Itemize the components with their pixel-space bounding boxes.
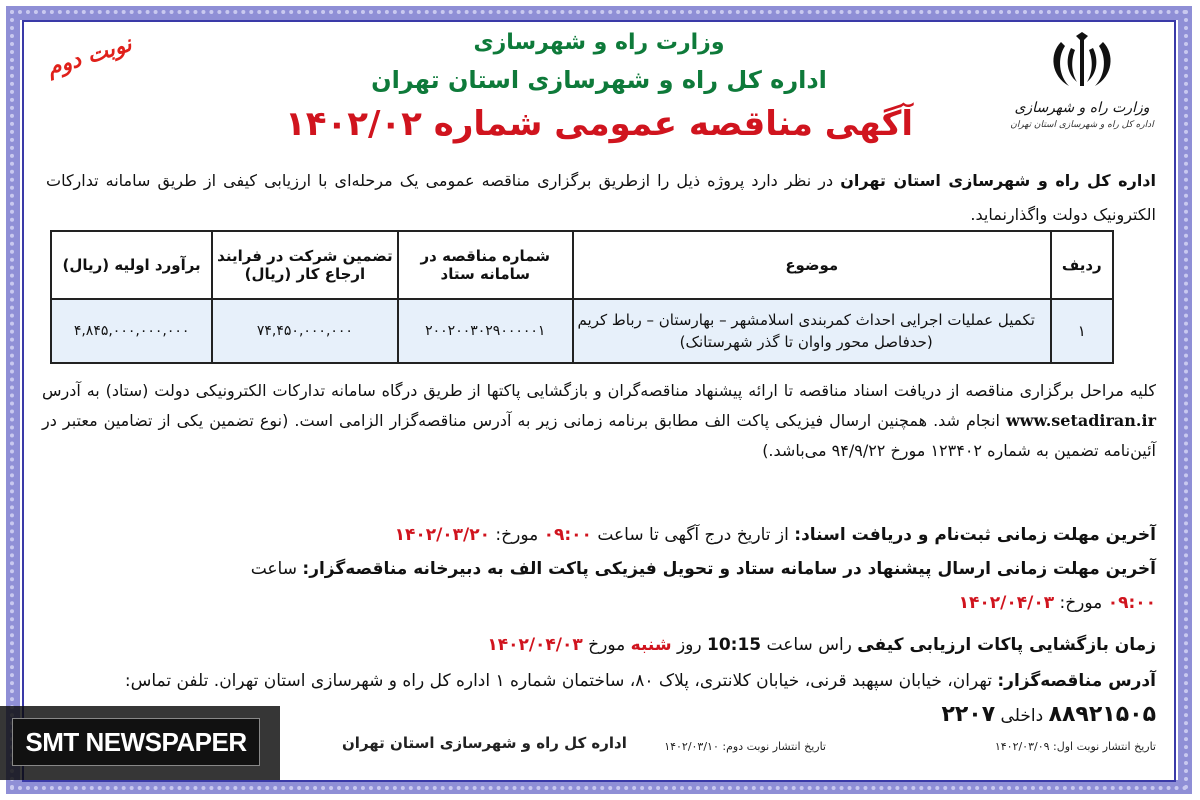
cell-subject: تکمیل عملیات اجرایی احداث کمربندی اسلامشهر – بهارستان – رباط کریم (حدفاصل محور واوان تا گذر شهرستانک): [573, 299, 1051, 363]
tender-notice: [26, 24, 1172, 778]
office-signature-footer: اداره کل راه و شهرسازی استان تهران: [342, 734, 627, 752]
submission-date-label: مورخ:: [1054, 593, 1108, 613]
procedure-part1: کلیه مراحل برگزاری مناقصه از دریافت اسناد مناقصه تا ارائه پیشنهاد مناقصه‌گران و بازگشایی پاکتها از طریق درگاه سامانه تدارکات الکترونیکی دولت (ستاد) به آدرس: [42, 381, 1156, 400]
submission-label: آخرین مهلت زمانی ارسال پیشنهاد در سامانه ستاد و تحویل فیزیکی پاکت الف به دبیرخانه مناقصه‌گزار:: [302, 559, 1156, 579]
header-subject: موضوع: [573, 231, 1051, 299]
address-label: آدرس مناقصه‌گزار:: [997, 671, 1156, 691]
opening-time: [42, 630, 1156, 660]
newspaper-watermark: [0, 706, 280, 780]
first-pub-date: ۱۴۰۲/۰۳/۰۹: [994, 740, 1050, 753]
header-tender-number: شماره مناقصه در سامانه ستاد: [398, 231, 573, 299]
opening-text3: مورخ: [582, 635, 631, 655]
submission-hour-label: ساعت: [250, 559, 303, 579]
phone-number: ۸۸۹۲۱۵۰۵: [1048, 702, 1156, 727]
notice-title: آگهی مناقصه عمومی شماره ۱۴۰۲/۰۲: [284, 104, 914, 144]
second-pub-date: ۱۴۰۲/۰۳/۱۰: [664, 740, 719, 753]
first-pub-label: تاریخ انتشار نوبت اول:: [1049, 740, 1156, 753]
tender-table: [50, 230, 1114, 364]
intro-rest: در نظر دارد پروژه ذیل را ازطریق برگزاری مناقصه عمومی یک مرحله‌ای با ارزیابی کیفی از طریق سامانه تدارکات الکترونیک دولت واگذارنماید.: [46, 171, 1156, 224]
opening-label: زمان بازگشایی پاکات ارزیابی کیفی: [857, 635, 1156, 655]
office-signature: اداره کل راه و شهرسازی استان تهران: [1010, 120, 1154, 130]
ministry-heading: وزارت راه و شهرسازی: [473, 30, 725, 55]
registration-date: ۱۴۰۲/۰۳/۲۰: [394, 525, 491, 545]
opening-text2: روز: [671, 635, 707, 655]
cell-row-number: ۱: [1051, 299, 1113, 363]
submission-deadline-cont: [42, 588, 1156, 618]
header-guarantee: تضمین شرکت در فرایند ارجاع کار (ریال): [212, 231, 397, 299]
second-pub-label: تاریخ انتشار نوبت دوم:: [718, 740, 826, 753]
opening-text1: راس ساعت: [761, 635, 858, 655]
opening-day: شنبه: [630, 635, 672, 655]
first-publication: [995, 740, 1156, 753]
header-estimate: برآورد اولیه (ریال): [51, 231, 212, 299]
submission-time: ۰۹:۰۰: [1107, 593, 1156, 613]
registration-time: ۰۹:۰۰: [543, 525, 592, 545]
setad-url-link[interactable]: www.setadiran.ir: [1006, 411, 1156, 430]
opening-clock: 10:15: [707, 635, 762, 655]
submission-deadline: [42, 554, 1156, 584]
watermark-text: SMT NEWSPAPER: [12, 718, 260, 766]
phone-extension: ۲۲۰۷: [941, 702, 996, 727]
cell-guarantee: ۷۴,۴۵۰,۰۰۰,۰۰۰: [212, 299, 397, 363]
intro-paragraph: [46, 164, 1156, 232]
cell-estimate: ۴,۸۴۵,۰۰۰,۰۰۰,۰۰۰: [51, 299, 212, 363]
registration-deadline: [42, 520, 1156, 550]
procedure-part2: انجام شد. همچنین ارسال فیزیکی پاکت الف مطابق برنامه زمانی زیر به آدرس مناقصه‌گزار الزامی است. (نوع تضمین یکی از تضامین معتبر در آئین‌نامه تضمین به شماره ۱۲۳۴۰۲ مورخ ۹۴/۹/۲۲ می‌باشد.): [42, 411, 1156, 460]
registration-label: آخرین مهلت زمانی ثبت‌نام و دریافت اسناد:: [794, 525, 1156, 545]
intro-bold: اداره کل راه و شهرسازی استان تهران: [840, 171, 1156, 190]
ext-label: داخلی: [995, 706, 1049, 726]
office-heading: اداره کل راه و شهرسازی استان تهران: [371, 66, 827, 94]
table-row: [51, 299, 1113, 363]
table-header-row: [51, 231, 1113, 299]
submission-date: ۱۴۰۲/۰۴/۰۳: [958, 593, 1055, 613]
procedure-paragraph: [42, 376, 1156, 466]
phone-label: تلفن تماس:: [124, 671, 214, 691]
registration-date-label: مورخ:: [490, 525, 544, 545]
registration-text: از تاریخ درج آگهی تا ساعت: [591, 525, 795, 545]
cell-tender-number: ۲۰۰۲۰۰۳۰۲۹۰۰۰۰۰۱: [398, 299, 573, 363]
opening-date: ۱۴۰۲/۰۴/۰۳: [487, 635, 583, 655]
second-round-stamp: نوبت دوم: [44, 31, 135, 82]
address-text: تهران، خیابان سپهبد قرنی، خیابان کلانتری، پلاک ۸۰، ساختمان شماره ۱ اداره کل راه و شهرسازی استان تهران.: [213, 671, 998, 691]
header-row-number: ردیف: [1051, 231, 1113, 299]
second-publication: [664, 740, 826, 753]
ministry-signature: وزارت راه و شهرسازی: [1014, 100, 1150, 116]
